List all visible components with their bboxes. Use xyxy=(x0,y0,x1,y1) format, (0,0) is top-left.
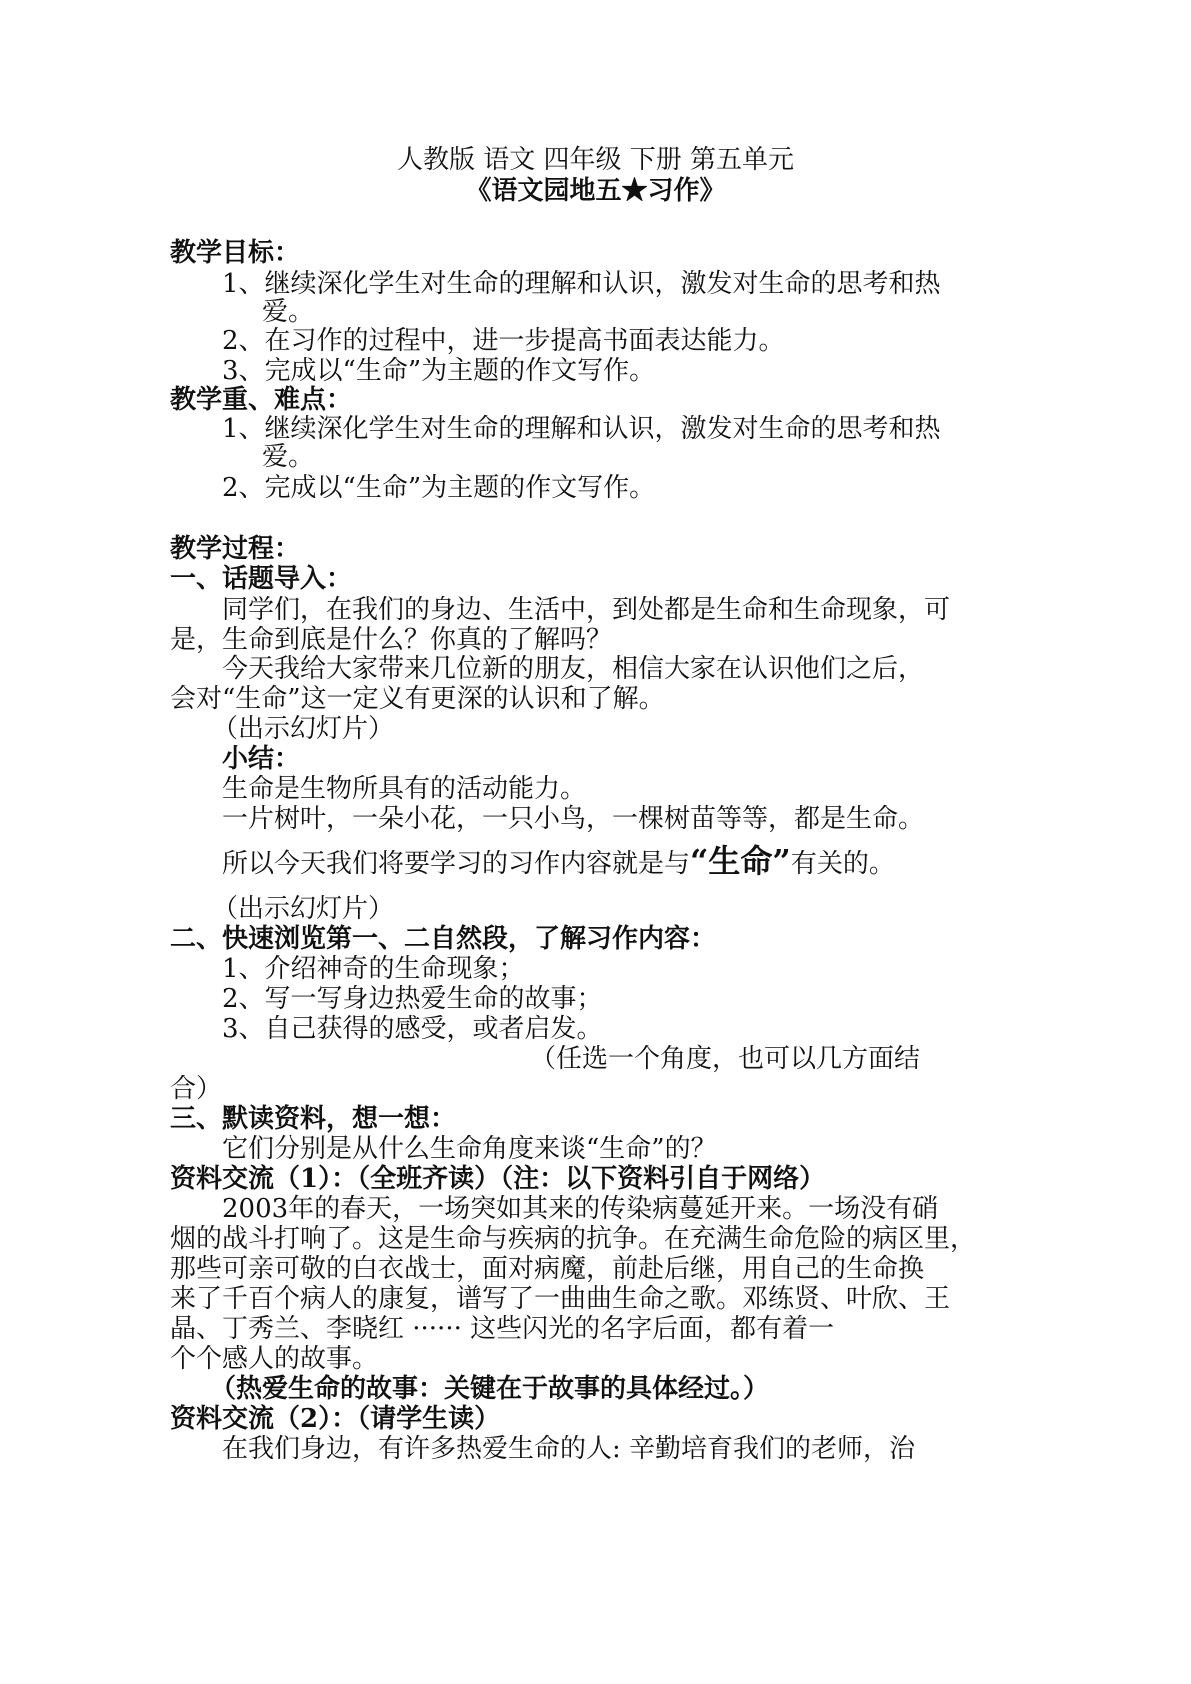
section-3-question: 它们分别是从什么生命角度来谈“生命”的？ xyxy=(222,1134,717,1164)
summary-line-1: 生命是生物所具有的活动能力。 xyxy=(222,774,587,804)
doc-title: 《语文园地五★习作》 xyxy=(465,176,726,206)
goals-heading: 教学目标： xyxy=(170,238,301,268)
material-1-line-5: 晶、丁秀兰、李晓红 ······ 这些闪光的名字后面，都有着一 xyxy=(170,1314,835,1344)
section-2-item-2: 2、写一写身边热爱生命的故事； xyxy=(222,984,603,1014)
material-1-note: （热爱生命的故事：关键在于故事的具体经过。） xyxy=(210,1374,770,1404)
section-3-heading: 三、默读资料，想一想： xyxy=(170,1104,457,1134)
goal-item-1-cont: 爱。 xyxy=(262,297,315,327)
theme-line-pre: 所以今天我们将要学习的习作内容就是与 xyxy=(222,849,691,879)
para-1-line-1: 同学们，在我们的身边、生活中，到处都是生命和生命现象，可 xyxy=(222,595,951,625)
material-1-line-3: 那些可亲可敬的白衣战士，面对病魔，前赴后继，用自己的生命换 xyxy=(170,1254,925,1284)
section-2-note: （任选一个角度，也可以几方面结 xyxy=(530,1044,921,1074)
slide-note-2: （出示幻灯片） xyxy=(212,894,395,924)
material-1-line-4: 来了千百个病人的康复，谱写了一曲曲生命之歌。邓练贤、叶欣、王 xyxy=(170,1284,951,1314)
goal-item-2: 2、在习作的过程中，进一步提高书面表达能力。 xyxy=(222,326,785,356)
section-1-heading: 一、话题导入： xyxy=(170,564,353,594)
material-1-line-1: 2003年的春天，一场突如其来的传染病蔓延开来。一场没有硝 xyxy=(222,1194,939,1224)
material-1-line-2: 烟的战斗打响了。这是生命与疾病的抗争。在充满生命危险的病区里， xyxy=(170,1224,977,1254)
material-1-line-6: 个个感人的故事。 xyxy=(170,1344,379,1374)
material-1-heading: 资料交流（1）：（全班齐读）（注：以下资料引自于网络） xyxy=(170,1164,826,1194)
slide-note-1: （出示幻灯片） xyxy=(212,714,395,744)
keypoint-item-2: 2、完成以“生命”为主题的作文写作。 xyxy=(222,473,656,503)
para-2-line-2: 会对“生命”这一定义有更深的认识和了解。 xyxy=(170,684,665,714)
material-2-heading: 资料交流（2）：（请学生读） xyxy=(170,1404,501,1434)
para-1-line-2: 是，生命到底是什么？你真的了解吗？ xyxy=(170,625,613,655)
process-heading: 教学过程： xyxy=(170,534,301,564)
para-2-line-1: 今天我给大家带来几位新的朋友，相信大家在认识他们之后， xyxy=(222,654,925,684)
goal-item-1: 1、继续深化学生对生命的理解和认识，激发对生命的思考和热 xyxy=(222,269,941,299)
keypoint-item-1-cont: 爱。 xyxy=(262,442,315,472)
section-2-note-cont: 合） xyxy=(170,1074,223,1104)
keypoint-item-1: 1、继续深化学生对生命的理解和认识，激发对生命的思考和热 xyxy=(222,414,941,444)
doc-subtitle: 人教版 语文 四年级 下册 第五单元 xyxy=(396,145,795,175)
goal-item-3: 3、完成以“生命”为主题的作文写作。 xyxy=(222,356,656,386)
section-2-heading: 二、快速浏览第一、二自然段，了解习作内容： xyxy=(170,924,717,954)
theme-word: “生命” xyxy=(690,842,791,880)
summary-heading: 小结： xyxy=(222,744,301,774)
keypoints-heading: 教学重、难点： xyxy=(170,385,353,415)
summary-line-2: 一片树叶，一朵小花，一只小鸟，一棵树苗等等，都是生命。 xyxy=(222,804,925,834)
material-2-line-1: 在我们身边，有许多热爱生命的人: 辛勤培育我们的老师，治 xyxy=(222,1434,916,1464)
section-2-item-1: 1、介绍神奇的生命现象； xyxy=(222,954,525,984)
section-2-item-3: 3、自己获得的感受，或者启发。 xyxy=(222,1014,603,1044)
theme-line xyxy=(222,842,895,880)
theme-line-post: 有关的。 xyxy=(790,849,895,879)
